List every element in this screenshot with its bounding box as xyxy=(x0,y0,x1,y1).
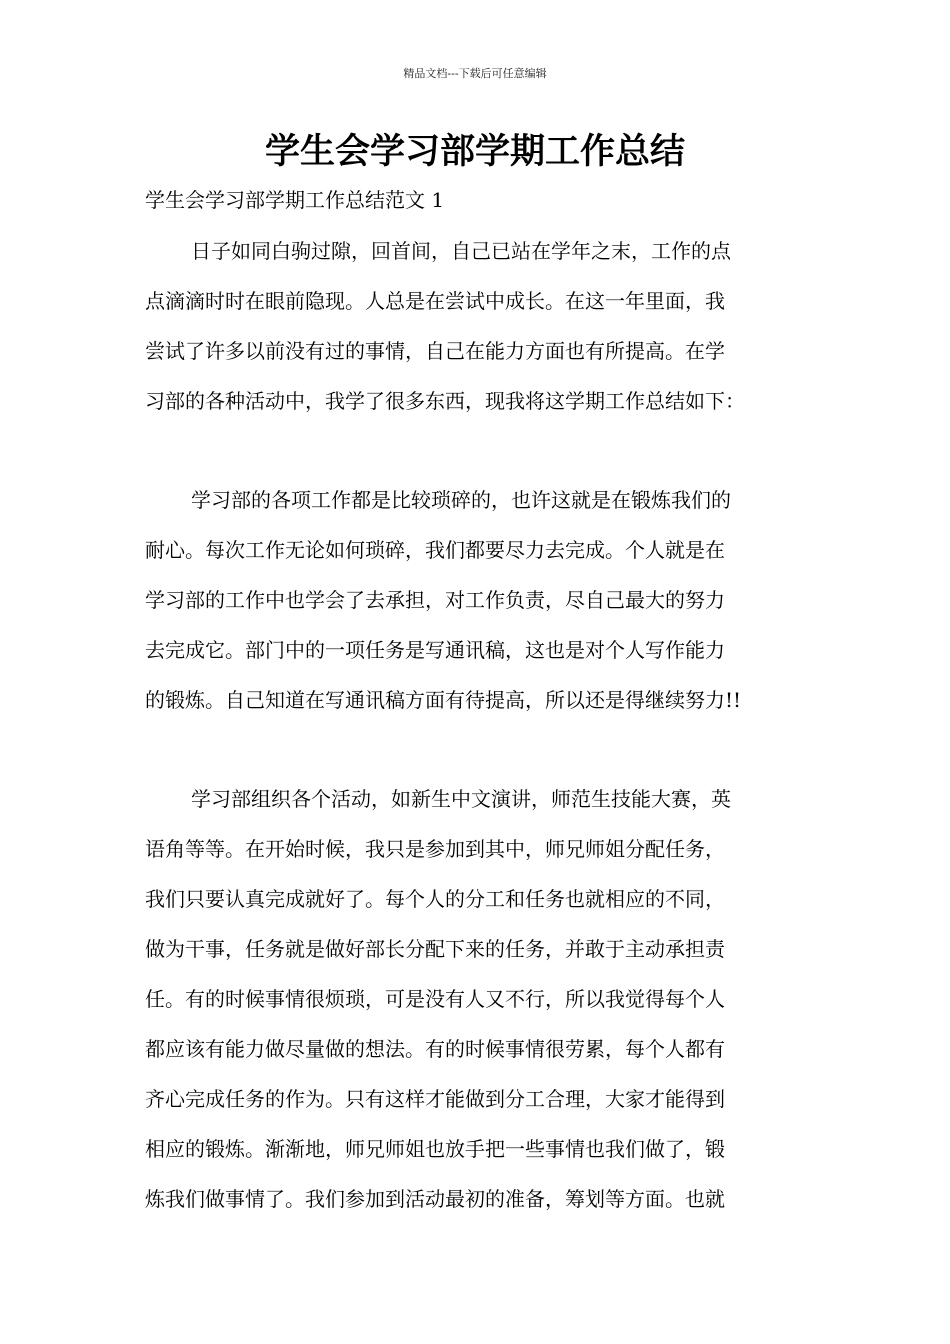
paragraph-line: 耐心。每次工作无论如何琐碎，我们都要尽力去完成。个人就是在 xyxy=(145,538,725,562)
paragraph-line: 学习部的各项工作都是比较琐碎的，也许这就是在锻炼我们的 xyxy=(191,488,731,512)
document-subtitle: 学生会学习部学期工作总结范文 1 xyxy=(145,188,445,212)
paragraph-3 xyxy=(145,774,825,1224)
paragraph-line: 齐心完成任务的作为。只有这样才能做到分工合理，大家才能得到 xyxy=(145,1087,725,1111)
paragraph-line: 尝试了许多以前没有过的事情，自己在能力方面也有所提高。在学 xyxy=(145,339,725,363)
paragraph-line: 点滴滴时时在眼前隐现。人总是在尝试中成长。在这一年里面，我 xyxy=(145,289,725,313)
paragraph-line: 都应该有能力做尽量做的想法。有的时候事情很劳累，每个人都有 xyxy=(145,1037,725,1061)
paragraph-line: 炼我们做事情了。我们参加到活动最初的准备，筹划等方面。也就 xyxy=(145,1187,725,1211)
paragraph-line: 学习部的工作中也学会了去承担，对工作负责，尽自己最大的努力 xyxy=(145,588,725,612)
paragraph-1 xyxy=(145,226,825,426)
paragraph-line: 学习部组织各个活动，如新生中文演讲，师范生技能大赛，英 xyxy=(191,787,731,811)
paragraph-line: 习部的各种活动中，我学了很多东西，现我将这学期工作总结如下： xyxy=(145,389,745,413)
paragraph-line: 我们只要认真完成就好了。每个人的分工和任务也就相应的不同， xyxy=(145,887,725,911)
paragraph-line: 相应的锻炼。渐渐地，师兄师姐也放手把一些事情也我们做了，锻 xyxy=(145,1137,725,1161)
paragraph-2 xyxy=(145,475,825,725)
paragraph-line: 任。有的时候事情很烦琐，可是没有人又不行，所以我觉得每个人 xyxy=(145,987,725,1011)
header-note: 精品文档---下载后可任意编辑 xyxy=(403,67,547,80)
document-title: 学生会学习部学期工作总结 xyxy=(264,132,685,172)
paragraph-line: 去完成它。部门中的一项任务是写通讯稿，这也是对个人写作能力 xyxy=(145,638,725,662)
paragraph-line: 做为干事，任务就是做好部长分配下来的任务，并敢于主动承担责 xyxy=(145,937,725,961)
paragraph-line: 的锻炼。自己知道在写通讯稿方面有待提高，所以还是得继续努力!! xyxy=(145,688,742,712)
paragraph-line: 语角等等。在开始时候，我只是参加到其中，师兄师姐分配任务， xyxy=(145,837,725,861)
paragraph-line: 日子如同白驹过隙，回首间，自己已站在学年之末，工作的点 xyxy=(191,239,731,263)
